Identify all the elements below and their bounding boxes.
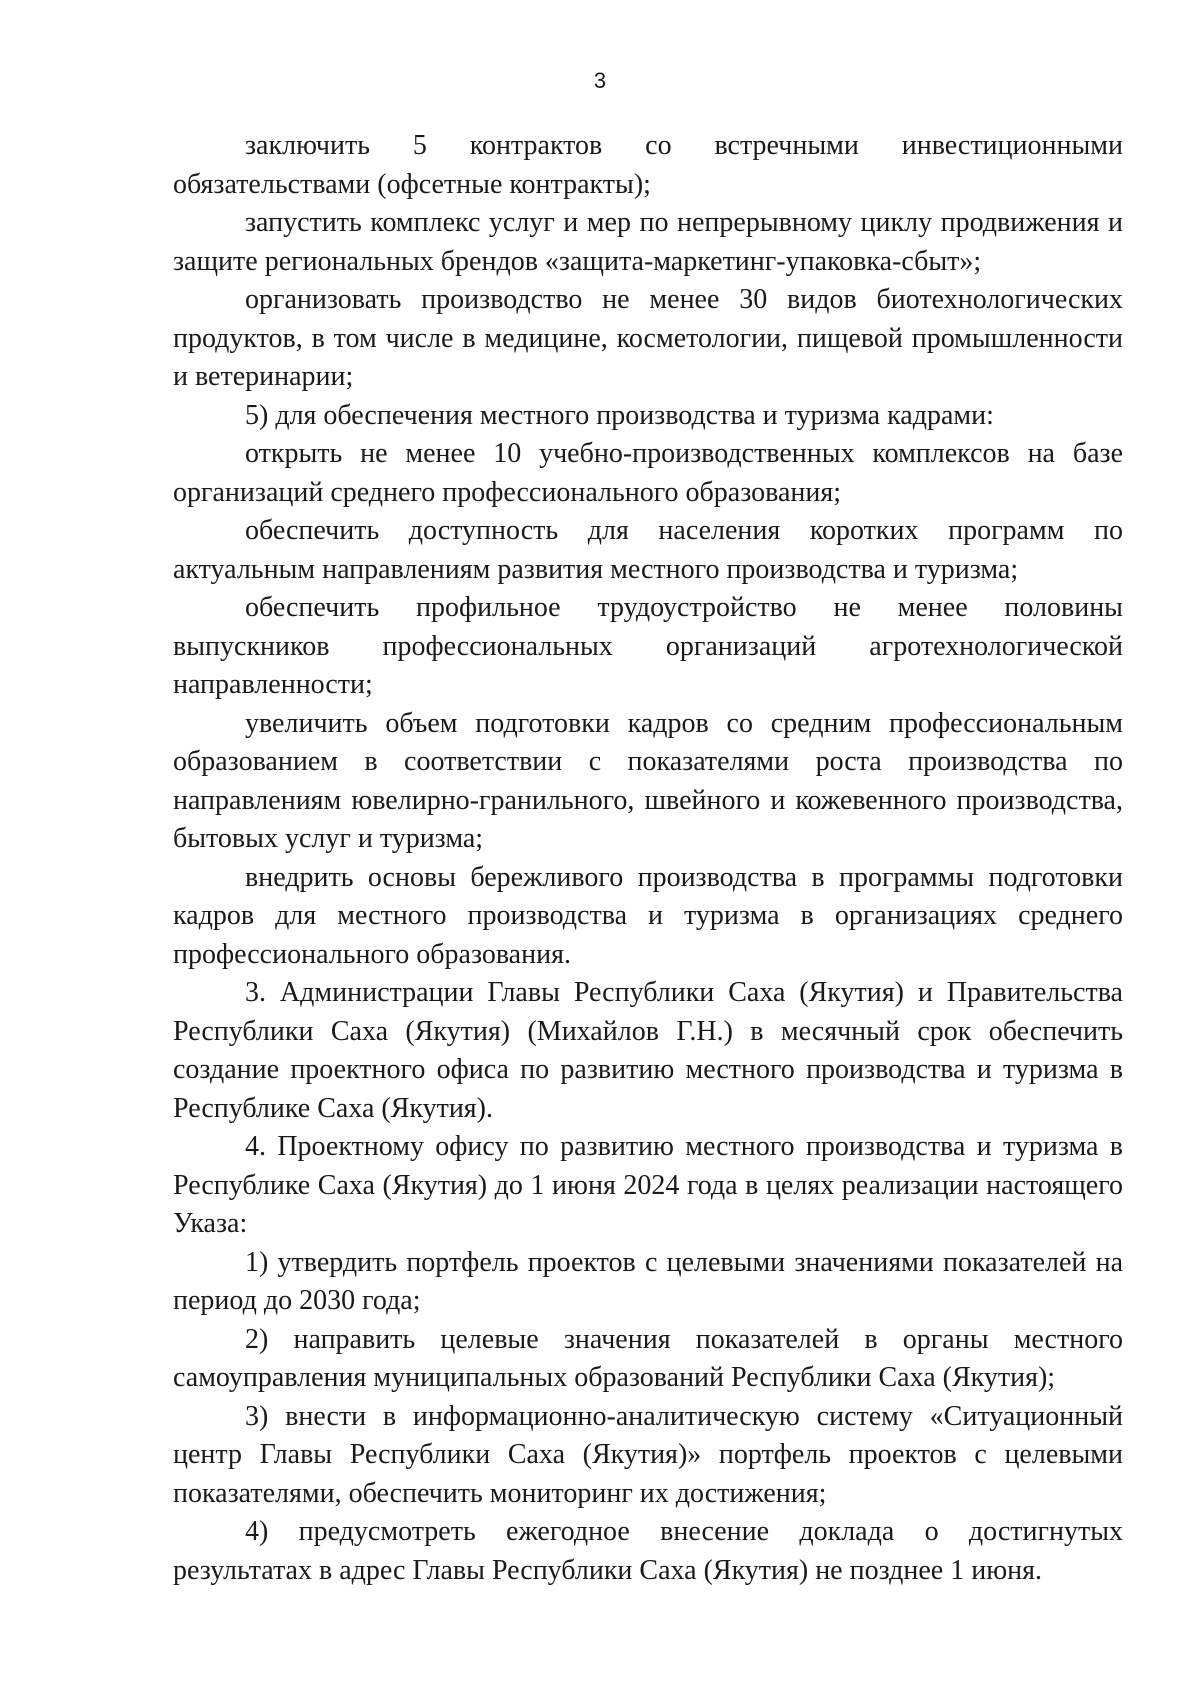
paragraph-clause-4-project-office-tasks: 4. Проектному офису по развитию местного производства и туризма в Республике Саха (Якутия) до 1 июня 2024 года в целях реализации настоящего Указа:: [173, 1131, 1123, 1239]
paragraph-subitem-3-monitoring: 3) внести в информационно-аналитическую систему «Ситуационный центр Главы Республики Саха (Якутия)» портфель проектов с целевыми показателями, обеспечить мониторинг их достижения;: [173, 1400, 1123, 1509]
document-body: [173, 127, 1123, 1590]
paragraph-lean-production: внедрить основы бережливого производства в программы подготовки кадров для местного производства и туризма в организациях среднего профессионального образования.: [173, 861, 1123, 970]
paragraph-clause-3-project-office: 3. Администрации Главы Республики Саха (Якутия) и Правительства Республики Саха (Якутия) (Михайлов Г.Н.) в месячный срок обеспечить создание проектного офиса по развитию местного производства и туризма в Республике Саха (Якутия).: [173, 977, 1123, 1124]
paragraph-subitem-1-portfolio: 1) утвердить портфель проектов с целевыми значениями показателей на период до 2030 года;: [173, 1246, 1123, 1316]
paragraph-item-5-staffing: 5) для обеспечения местного производства и туризма кадрами:: [245, 399, 994, 431]
paragraph-training-complexes: открыть не менее 10 учебно-производственных комплексов на базе организаций среднего профессионального образования;: [173, 438, 1123, 508]
paragraph-graduate-employment: обеспечить профильное трудоустройство не менее половины выпускников профессиональных организаций агротехнологической направленности;: [173, 592, 1123, 700]
paragraph-subitem-4-annual-report: 4) предусмотреть ежегодное внесение доклада о достигнутых результатах в адрес Главы Республики Саха (Якутия) не позднее 1 июня.: [173, 1516, 1123, 1586]
paragraph-subitem-2-targets: 2) направить целевые значения показателей в органы местного самоуправления муниципальных образований Республики Саха (Якутия);: [173, 1323, 1123, 1393]
paragraph-biotech-products: организовать производство не менее 30 видов биотехнологических продуктов, в том числе в медицине, косметологии, пищевой промышленности и ветеринарии;: [173, 284, 1123, 392]
paragraph-short-programs: обеспечить доступность для населения коротких программ по актуальным направлениям развития местного производства и туризма;: [173, 515, 1123, 585]
paragraph-regional-brands: запустить комплекс услуг и мер по непрерывному циклу продвижения и защите региональных брендов «защита-маркетинг-упаковка-сбыт»;: [173, 207, 1123, 277]
page-number: 3: [593, 68, 607, 93]
paragraph-offset-contracts: заключить 5 контрактов со встречными инвестиционными обязательствами (офсетные контракты);: [173, 130, 1123, 200]
paragraph-training-volume: увеличить объем подготовки кадров со средним профессиональным образованием в соответствии с показателями роста производства по направлениям ювелирно-гранильного, швейного и кожевенного производства, бытовых услуг и туризма;: [173, 707, 1123, 854]
